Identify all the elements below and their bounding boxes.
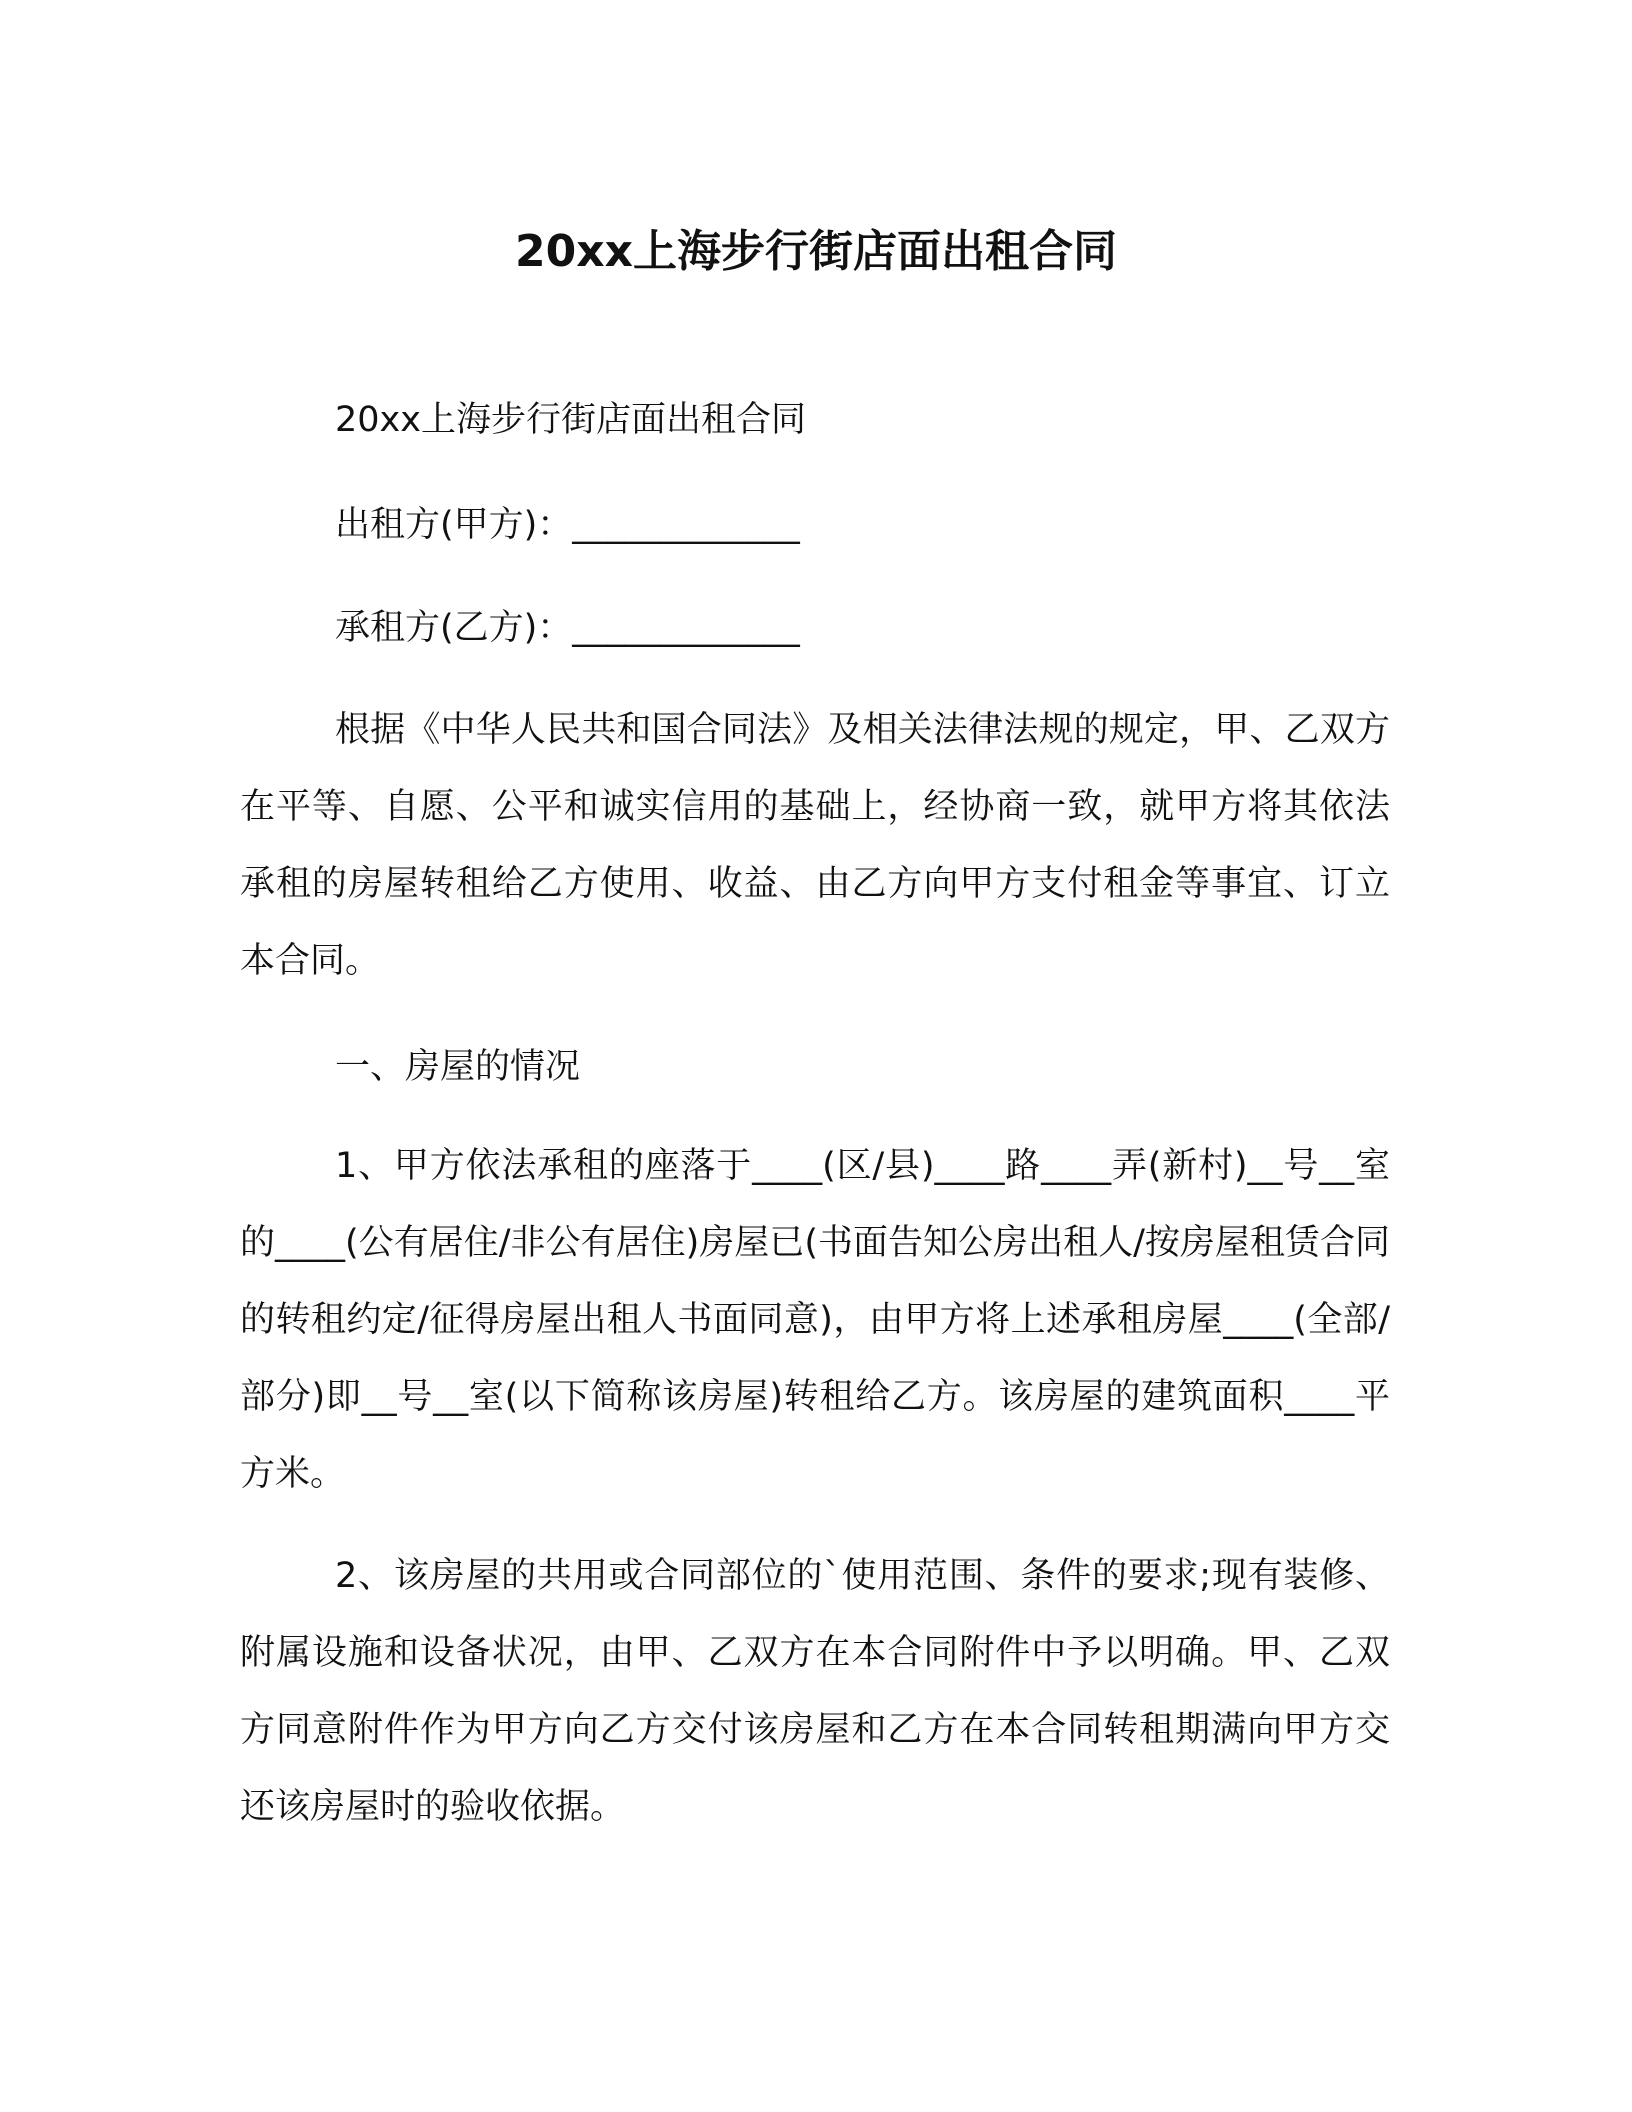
- lessee-line: 承租方(乙方)：_____________: [335, 608, 800, 648]
- clause-paragraph: 1、甲方依法承租的座落于____(区/县)____路____弄(新村)__号__室的____(公有居住/非公有居住)房屋已(书面告知公房出租人/按房屋租赁合同的转租约定/征得房屋出租人书面同意)，由甲方将上述承租房屋____(全部/部分)即__号__室(以下简称该房屋)转租给乙方。该房屋的建筑面积____平方米。: [240, 1146, 1390, 1494]
- section-heading: 一、房屋的情况: [335, 1047, 581, 1087]
- lessor-line: 出租方(甲方)：_____________: [335, 505, 800, 545]
- preamble-paragraph: 根据《中华人民共和国合同法》及相关法律法规的规定，甲、乙双方在平等、自愿、公平和诚实信用的基础上，经协商一致，就甲方将其依法承租的房屋转租给乙方使用、收益、由乙方向甲方支付租金等事宜、订立本合同。: [240, 710, 1390, 981]
- clause-paragraph: 2、该房屋的共用或合同部位的`使用范围、条件的要求;现有装修、附属设施和设备状况，由甲、乙双方在本合同附件中予以明确。甲、乙双方同意附件作为甲方向乙方交付该房屋和乙方在本合同转租期满向甲方交还该房屋时的验收依据。: [240, 1556, 1390, 1827]
- document-title: 20xx上海步行街店面出租合同: [515, 226, 1117, 277]
- document-subtitle: 20xx上海步行街店面出租合同: [335, 400, 806, 440]
